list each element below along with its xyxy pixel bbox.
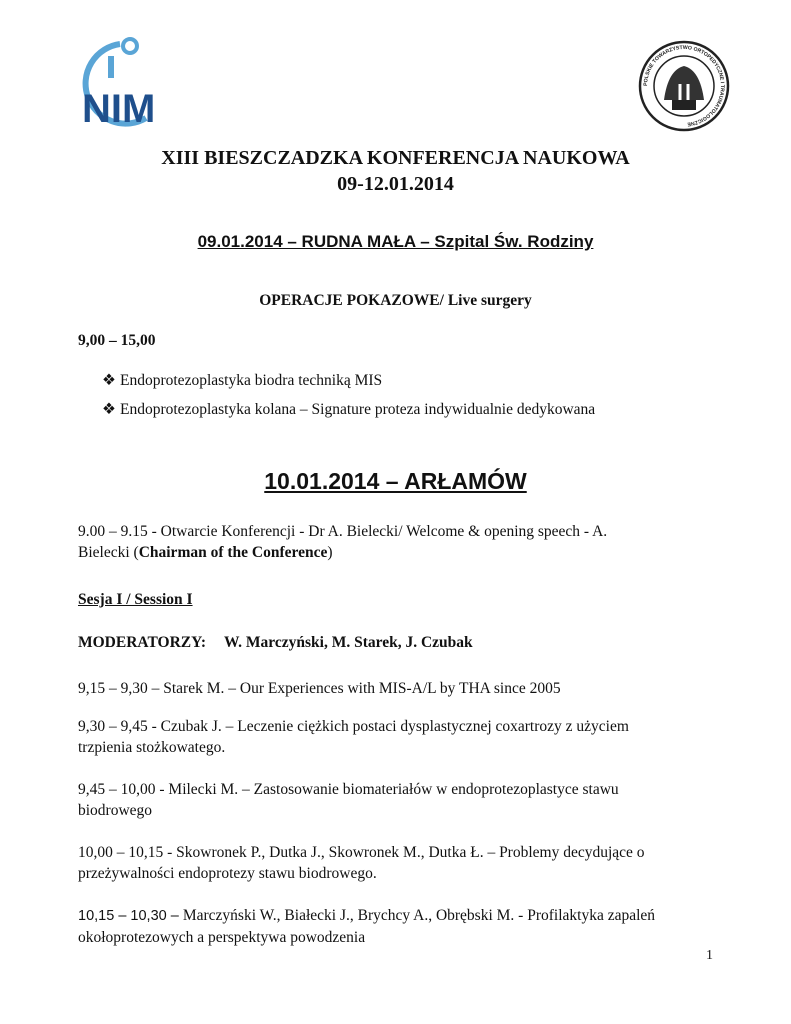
session-label: Sesja I / Session I <box>78 591 193 608</box>
bullet-icon: ❖ <box>102 401 116 418</box>
seal-ring-text: POLSKIE TOWARZYSTWO ORTOPEDYCZNE I TRAUMATOLOGICZNE <box>642 44 726 127</box>
talk-line1: 9,30 – 9,45 - Czubak J. – Leczenie ciężkich postaci dysplastycznej coxartrozy z użyciem <box>78 718 629 735</box>
talk-item <box>78 842 718 884</box>
opening-text: Bielecki ( <box>78 544 139 561</box>
talk-line1: 9,45 – 10,00 - Milecki M. – Zastosowanie biomateriałów w endoprotezoplastyce stawu <box>78 781 619 798</box>
talk-item <box>78 905 718 948</box>
moderators-label: MODERATORZY: <box>78 634 207 651</box>
day1-section: OPERACJE POKAZOWE/ Live surgery <box>259 292 532 309</box>
day1-time: 9,00 – 15,00 <box>78 332 156 349</box>
talk-item <box>78 716 718 758</box>
moderators <box>78 632 718 653</box>
opening-line2 <box>78 542 718 563</box>
talk-item <box>78 678 718 699</box>
talk-line2: przeżywalności endoprotezy stawu biodrowego. <box>78 865 377 882</box>
nim-logo <box>72 36 156 136</box>
moderators-names: W. Marczyński, M. Starek, J. Czubak <box>224 634 473 651</box>
opening-close: ) <box>327 544 333 561</box>
talk-line2: trzpienia stożkowatego. <box>78 739 226 756</box>
orthopedic-society-seal <box>638 40 730 132</box>
talk-item <box>78 779 718 821</box>
day1-heading: 09.01.2014 – RUDNA MAŁA – Szpital Św. Rodziny <box>197 232 594 251</box>
talk-line2: biodrowego <box>78 802 153 819</box>
chairman-label: Chairman of the Conference <box>138 544 328 561</box>
talk-line1: 10,00 – 10,15 - Skowronek P., Dutka J., Skowronek M., Dutka Ł. – Problemy decydujące o <box>78 844 645 861</box>
day2-heading: 10.01.2014 – ARŁAMÓW <box>264 468 527 494</box>
opening-line1: 9.00 – 9.15 - Otwarcie Konferencji - Dr A. Bielecki/ Welcome & opening speech - A. <box>78 523 608 540</box>
list-item-text: Endoprotezoplastyka biodra techniką MIS <box>120 372 383 389</box>
talk-line1: 9,15 – 9,30 – Starek M. – Our Experiences with MIS-A/L by THA since 2005 <box>78 680 561 697</box>
list-item-text: Endoprotezoplastyka kolana – Signature proteza indywidualnie dedykowana <box>120 401 596 418</box>
talk-line2: okołoprotezowych a perspektywa powodzenia <box>78 929 366 946</box>
bullet-icon: ❖ <box>102 372 116 389</box>
talk-time: 10,15 – 10,30 – <box>78 908 183 924</box>
conference-dates: 09-12.01.2014 <box>337 173 454 195</box>
list-item <box>102 399 595 420</box>
page-number: 1 <box>706 948 713 963</box>
list-item <box>102 370 382 391</box>
talk-line1: Marczyński W., Białecki J., Brychcy A., Obrębski M. - Profilaktyka zapaleń <box>182 907 656 924</box>
logo-text: NIM <box>82 87 156 131</box>
conference-title: XIII BIESZCZADZKA KONFERENCJA NAUKOWA <box>161 147 630 169</box>
